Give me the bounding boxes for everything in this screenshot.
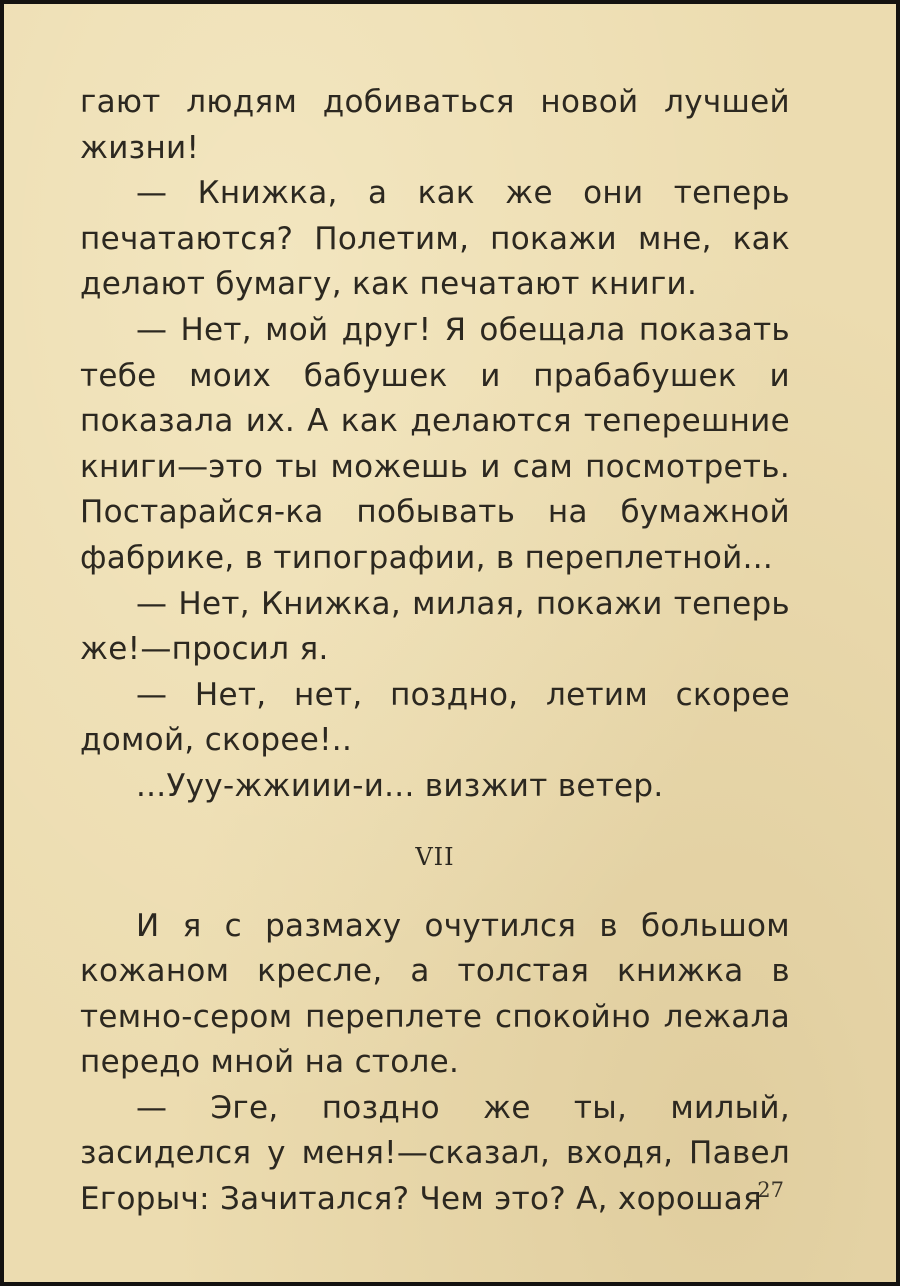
page-number: 27 xyxy=(757,1178,784,1202)
paragraph-wind: ...Ууу-жжиии-и... визжит ветер. xyxy=(136,767,664,804)
chapter-heading: VII xyxy=(415,842,455,871)
page-text xyxy=(80,80,790,1223)
paragraph-armchair: И я с размаху очутился в большом кожаном кресле, а толстая книжка в темно-сером переплете спокойно лежала передо мной на столе. xyxy=(80,907,790,1081)
paragraph-refusal: — Нет, нет, поздно, летим скорее домой, скорее!.. xyxy=(80,676,790,759)
paragraph-question: — Книжка, а как же они теперь печатаются? Полетим, покажи мне, как делают бумагу, как печатают книги. xyxy=(80,175,790,303)
paragraph-plea: — Нет, Книжка, милая, покажи теперь же!—просил я. xyxy=(80,585,790,668)
paragraph-continuation: гают людям добиваться новой лучшей жизни! xyxy=(80,84,790,166)
paragraph-pavel: — Эге, поздно же ты, милый, засиделся у меня!—сказал, входя, Павел Егорыч: Зачитался? Чем это? А, хорошая xyxy=(80,1089,790,1218)
paragraph-answer: — Нет, мой друг! Я обещала показать тебе моих бабушек и прабабушек и показала их. А как делаются теперешние книги—это ты можешь и сам посмотреть. Постарайся-ка побывать на бумажной фабрике, в типографии, в переплетной... xyxy=(80,311,790,576)
